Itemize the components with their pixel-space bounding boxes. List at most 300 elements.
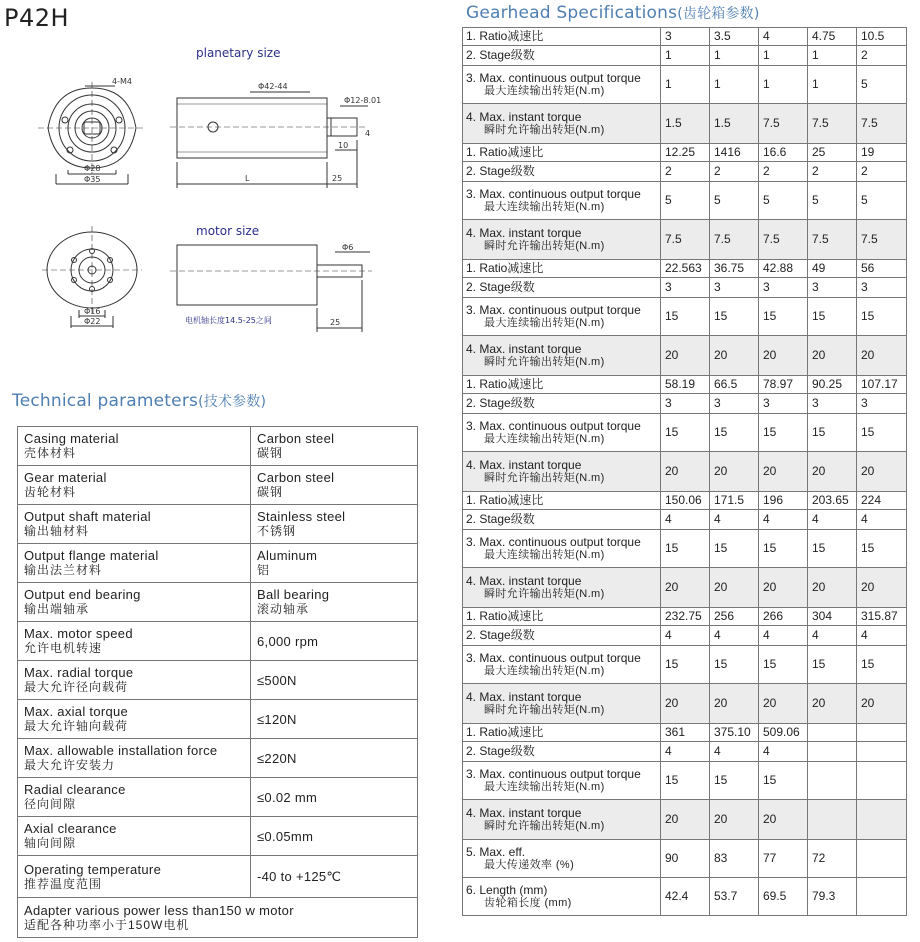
gear-row-continuous-torque: [463, 530, 907, 568]
gear-cell: 2: [857, 46, 907, 66]
gear-cell: 20: [661, 568, 710, 608]
gear-label-zh: 最大连续输出转矩(N.m): [484, 664, 605, 677]
gear-row-continuous-torque: [463, 762, 907, 800]
gear-cell: 107.17: [857, 376, 907, 394]
gear-cell: 49: [808, 260, 857, 278]
gear-row-label: [463, 608, 661, 626]
gear-row-length: [463, 878, 907, 916]
gear-cell: 4: [710, 742, 759, 762]
tech-param-value: [251, 661, 418, 700]
tech-param-value: [251, 427, 418, 466]
gear-cell: 2: [710, 162, 759, 182]
gear-row-instant-torque: [463, 684, 907, 724]
gear-row-ratio: [463, 608, 907, 626]
gear-cell: 2: [808, 162, 857, 182]
gear-cell: 2: [661, 162, 710, 182]
gear-label-zh: 减速比: [507, 725, 544, 739]
gear-row-stage: [463, 626, 907, 646]
tech-footer-en: Adapter various power less than150 w motor: [24, 902, 294, 918]
tech-param-en: Output end bearing: [24, 587, 141, 602]
gear-row-label: [463, 646, 661, 684]
tech-param-en: Max. allowable installation force: [24, 743, 218, 758]
gear-row-stage: [463, 394, 907, 414]
gear-label-zh: 级数: [510, 280, 535, 294]
gear-row-label: [463, 492, 661, 510]
tech-row: [18, 505, 418, 544]
gear-cell: 90: [661, 840, 710, 878]
dim-key4: 4: [365, 129, 371, 138]
gear-cell: 171.5: [710, 492, 759, 510]
gear-cell: 20: [661, 336, 710, 376]
tech-param-value: [251, 544, 418, 583]
gear-cell: 5: [857, 182, 907, 220]
gear-cell: 20: [710, 684, 759, 724]
tech-value-zh: 滚动轴承: [257, 602, 310, 616]
gear-label-zh: 最大连续输出转矩(N.m): [484, 316, 605, 329]
gear-label-en: 2. Stage: [466, 628, 511, 642]
gear-row-ratio: [463, 260, 907, 278]
tech-param-zh: 轴向间隙: [24, 836, 77, 850]
gear-cell: 1.5: [710, 104, 759, 144]
gear-cell: 15: [759, 646, 808, 684]
tech-value-en: ≤220N: [257, 750, 297, 766]
gear-label-en: 2. Stage: [466, 48, 511, 62]
tech-row: [18, 700, 418, 739]
gear-label-en: 2. Stage: [466, 512, 511, 526]
gear-row-label: [463, 144, 661, 162]
gear-cell: 20: [710, 568, 759, 608]
gear-cell: 1.5: [661, 104, 710, 144]
tech-param-zh: 最大允许轴向载荷: [24, 719, 129, 733]
tech-param-name: [18, 427, 251, 466]
gear-cell: 2: [759, 162, 808, 182]
gear-label-zh: 级数: [510, 164, 535, 178]
gear-cell: 15: [857, 530, 907, 568]
gear-cell: 266: [759, 608, 808, 626]
gear-cell: 4: [661, 626, 710, 646]
dim-body-dia: Φ42-44: [258, 82, 288, 91]
tech-param-name: [18, 739, 251, 778]
tech-param-value: [251, 700, 418, 739]
gear-label-en: 2. Stage: [466, 744, 511, 758]
gear-label-zh: 瞬时允许输出转矩(N.m): [484, 471, 605, 484]
gear-cell: 15: [661, 298, 710, 336]
gear-row-label: [463, 376, 661, 394]
gear-cell: 15: [759, 414, 808, 452]
tech-footer-row: [18, 898, 418, 938]
gear-cell: 20: [710, 336, 759, 376]
gear-cell: 7.5: [710, 220, 759, 260]
tech-row: [18, 661, 418, 700]
gear-label-en: 5. Max. eff.: [466, 844, 526, 859]
gear-cell: 56: [857, 260, 907, 278]
gear-cell: 3: [759, 278, 808, 298]
gear-row-label: [463, 104, 661, 144]
tech-param-name: [18, 505, 251, 544]
gear-cell: 79.3: [808, 878, 857, 916]
tech-footer: [18, 898, 418, 938]
gear-label-en: 2. Stage: [466, 280, 511, 294]
gear-label-zh: 减速比: [507, 145, 544, 159]
gear-cell: 3: [661, 28, 710, 46]
gear-cell: 1: [759, 46, 808, 66]
gear-label-en: 3. Max. continuous output torque: [466, 650, 641, 665]
gear-cell: 20: [808, 684, 857, 724]
gear-cell: [857, 840, 907, 878]
gear-cell: 5: [759, 182, 808, 220]
gear-cell: 20: [808, 452, 857, 492]
gear-row-label: [463, 878, 661, 916]
gear-row-ratio: [463, 724, 907, 742]
tech-param-zh: 壳体材料: [24, 446, 77, 460]
gear-cell: 1416: [710, 144, 759, 162]
gear-label-en: 4. Max. instant torque: [466, 689, 582, 704]
gear-cell: 19: [857, 144, 907, 162]
gear-cell: 203.65: [808, 492, 857, 510]
gear-cell: 361: [661, 724, 710, 742]
gear-row-label: [463, 840, 661, 878]
gear-cell: [808, 742, 857, 762]
gear-label-en: 4. Max. instant torque: [466, 109, 582, 124]
gear-label-zh: 减速比: [507, 261, 544, 275]
gear-cell: [857, 878, 907, 916]
gear-cell: 7.5: [759, 220, 808, 260]
gear-row-continuous-torque: [463, 298, 907, 336]
dim-motor25: 25: [330, 318, 341, 327]
gear-row-label: [463, 298, 661, 336]
gear-label-zh: 级数: [510, 48, 535, 62]
gear-row-label: [463, 278, 661, 298]
gear-label-zh: 最大连续输出转矩(N.m): [484, 548, 605, 561]
gear-label-zh: 最大连续输出转矩(N.m): [484, 780, 605, 793]
gearhead-spec-title: [466, 3, 760, 23]
gear-cell: 83: [710, 840, 759, 878]
tech-param-en: Output flange material: [24, 548, 159, 563]
gear-row-label: [463, 394, 661, 414]
dim-d35: Φ35: [84, 175, 101, 184]
gear-cell: 15: [857, 646, 907, 684]
gear-cell: 4: [808, 510, 857, 530]
gear-cell: 77: [759, 840, 808, 878]
tech-param-name: [18, 700, 251, 739]
gear-row-label: [463, 568, 661, 608]
gear-title-cn: (齿轮箱参数): [677, 6, 760, 22]
tech-param-value: [251, 583, 418, 622]
dimension-drawing-svg: [30, 70, 440, 345]
gear-cell: 15: [710, 530, 759, 568]
gear-cell: 3: [710, 394, 759, 414]
gear-cell: [857, 724, 907, 742]
gear-cell: 1: [661, 46, 710, 66]
gear-label-en: 1. Ratio: [466, 725, 508, 739]
gear-cell: 15: [808, 414, 857, 452]
tech-value-en: ≤0.05mm: [257, 828, 314, 844]
tech-row: [18, 622, 418, 661]
gear-label-zh: 瞬时允许输出转矩(N.m): [484, 587, 605, 600]
tech-param-en: Output shaft material: [24, 509, 151, 524]
dim-shaft: Φ12-8.01: [344, 96, 382, 105]
gear-cell: 4: [710, 626, 759, 646]
gear-cell: 1: [808, 66, 857, 104]
planetary-size-label: planetary size: [196, 46, 281, 60]
tech-param-en: Max. radial torque: [24, 665, 134, 680]
gear-label-en: 4. Max. instant torque: [466, 573, 582, 588]
tech-value-en: Carbon steel: [257, 431, 335, 446]
gear-cell: 20: [857, 452, 907, 492]
gear-label-en: 1. Ratio: [466, 609, 508, 623]
tech-row: [18, 739, 418, 778]
gear-cell: 15: [710, 646, 759, 684]
gear-cell: 224: [857, 492, 907, 510]
gear-cell: 16.6: [759, 144, 808, 162]
gear-row-label: [463, 510, 661, 530]
tech-param-zh: 齿轮材料: [24, 485, 77, 499]
gear-row-stage: [463, 742, 907, 762]
gear-cell: 4: [857, 626, 907, 646]
gear-cell: 7.5: [857, 104, 907, 144]
gear-row-label: [463, 260, 661, 278]
gear-row-instant-torque: [463, 800, 907, 840]
gear-row-instant-torque: [463, 568, 907, 608]
tech-param-en: Max. motor speed: [24, 626, 133, 641]
gear-cell: 15: [857, 298, 907, 336]
tech-param-name: [18, 544, 251, 583]
tech-param-zh: 输出端轴承: [24, 602, 90, 616]
tech-param-name: [18, 856, 251, 898]
dim-d16: Φ16: [84, 307, 101, 316]
gear-cell: 25: [808, 144, 857, 162]
gear-row-continuous-torque: [463, 414, 907, 452]
gear-cell: 15: [808, 298, 857, 336]
gear-cell: 3: [808, 278, 857, 298]
tech-param-zh: 最大允许安装力: [24, 758, 116, 772]
gear-row-label: [463, 762, 661, 800]
gear-row-instant-torque: [463, 104, 907, 144]
tech-row: [18, 466, 418, 505]
gear-cell: [808, 724, 857, 742]
tech-param-value: [251, 466, 418, 505]
gear-cell: 20: [661, 684, 710, 724]
gear-row-label: [463, 46, 661, 66]
gear-label-zh: 级数: [510, 628, 535, 642]
tech-param-name: [18, 817, 251, 856]
tech-value-en: -40 to +125℃: [257, 869, 342, 884]
tech-value-en: Aluminum: [257, 548, 318, 563]
gear-cell: 7.5: [759, 104, 808, 144]
gear-cell: 2: [857, 162, 907, 182]
tech-param-value: [251, 856, 418, 898]
gear-label-en: 4. Max. instant torque: [466, 225, 582, 240]
gear-cell: 58.19: [661, 376, 710, 394]
gear-cell: 232.75: [661, 608, 710, 626]
gear-cell: 4: [759, 742, 808, 762]
gear-row-label: [463, 724, 661, 742]
tech-value-en: Carbon steel: [257, 470, 335, 485]
gear-cell: 12.25: [661, 144, 710, 162]
gear-row-stage: [463, 510, 907, 530]
gear-cell: 3: [710, 278, 759, 298]
gear-cell: 53.7: [710, 878, 759, 916]
gear-row-stage: [463, 46, 907, 66]
tech-row: [18, 427, 418, 466]
tech-value-en: Stainless steel: [257, 509, 346, 524]
gear-row-instant-torque: [463, 452, 907, 492]
gear-label-en: 3. Max. continuous output torque: [466, 766, 641, 781]
gear-cell: 375.10: [710, 724, 759, 742]
tech-param-value: [251, 817, 418, 856]
gear-label-zh: 瞬时允许输出转矩(N.m): [484, 123, 605, 136]
tech-param-zh: 径向间隙: [24, 797, 77, 811]
gear-cell: 15: [808, 646, 857, 684]
gear-label-zh: 瞬时允许输出转矩(N.m): [484, 355, 605, 368]
tech-param-zh: 推荐温度范围: [24, 876, 103, 891]
gear-cell: 15: [759, 530, 808, 568]
tech-param-name: [18, 622, 251, 661]
gear-cell: [808, 800, 857, 840]
gear-cell: 3: [661, 278, 710, 298]
gear-cell: 4.75: [808, 28, 857, 46]
dim-d22: Φ22: [84, 317, 101, 326]
gear-label-en: 3. Max. continuous output torque: [466, 418, 641, 433]
gear-cell: [857, 742, 907, 762]
gear-cell: 7.5: [857, 220, 907, 260]
tech-value-zh: 碳钢: [257, 446, 284, 460]
gear-label-en: 4. Max. instant torque: [466, 805, 582, 820]
gear-label-zh: 最大传递效率 (%): [484, 858, 575, 871]
gear-row-label: [463, 220, 661, 260]
gear-cell: 15: [661, 530, 710, 568]
gear-cell: 15: [710, 298, 759, 336]
gear-cell: 5: [808, 182, 857, 220]
gear-cell: 15: [661, 646, 710, 684]
tech-params-title: [12, 391, 266, 411]
gear-cell: 7.5: [808, 104, 857, 144]
gear-row-ratio: [463, 376, 907, 394]
dim-d28: Φ28: [84, 164, 101, 173]
gear-cell: 20: [808, 568, 857, 608]
gear-row-continuous-torque: [463, 182, 907, 220]
tech-value-en: ≤120N: [257, 711, 297, 727]
gear-cell: 5: [857, 66, 907, 104]
gear-label-zh: 最大连续输出转矩(N.m): [484, 84, 605, 97]
gear-cell: 3: [661, 394, 710, 414]
tech-row: [18, 583, 418, 622]
gear-row-efficiency: [463, 840, 907, 878]
gear-cell: 42.88: [759, 260, 808, 278]
gear-row-label: [463, 452, 661, 492]
tech-param-name: [18, 466, 251, 505]
gear-label-en: 2. Stage: [466, 164, 511, 178]
gear-label-zh: 减速比: [507, 493, 544, 507]
gear-label-en: 3. Max. continuous output torque: [466, 534, 641, 549]
gear-cell: 20: [759, 684, 808, 724]
tech-param-en: Axial clearance: [24, 821, 117, 836]
tech-param-en: Casing material: [24, 431, 119, 446]
gear-cell: 4: [857, 510, 907, 530]
gear-row-label: [463, 800, 661, 840]
gear-row-label: [463, 530, 661, 568]
technical-parameters-table: [17, 426, 418, 938]
gear-row-continuous-torque: [463, 646, 907, 684]
gear-cell: 1: [710, 46, 759, 66]
gear-cell: 4: [808, 626, 857, 646]
gear-cell: 20: [857, 568, 907, 608]
gear-row-stage: [463, 278, 907, 298]
gear-cell: 3: [759, 394, 808, 414]
motor-size-label: motor size: [196, 224, 260, 238]
gear-cell: 20: [759, 336, 808, 376]
gear-label-zh: 减速比: [507, 609, 544, 623]
gear-label-zh: 瞬时允许输出转矩(N.m): [484, 703, 605, 716]
tech-row: [18, 544, 418, 583]
gear-cell: 15: [710, 414, 759, 452]
gear-cell: 20: [710, 800, 759, 840]
gear-cell: 1: [759, 66, 808, 104]
technical-drawing: [30, 70, 440, 345]
tech-param-en: Gear material: [24, 470, 107, 485]
gear-row-continuous-torque: [463, 66, 907, 104]
tech-param-name: [18, 661, 251, 700]
gear-cell: 66.5: [710, 376, 759, 394]
gear-cell: 15: [759, 298, 808, 336]
gear-cell: 36.75: [710, 260, 759, 278]
tech-title-en: Technical parameters: [12, 391, 199, 411]
tech-param-zh: 允许电机转速: [24, 641, 103, 655]
tech-param-zh: 输出轴材料: [24, 524, 90, 538]
gear-cell: 509.06: [759, 724, 808, 742]
gear-cell: 1: [710, 66, 759, 104]
gear-label-zh: 减速比: [507, 29, 544, 43]
gear-label-zh: 级数: [510, 396, 535, 410]
gear-label-en: 3. Max. continuous output torque: [466, 302, 641, 317]
gear-row-label: [463, 162, 661, 182]
gear-cell: 20: [857, 684, 907, 724]
gear-cell: 15: [661, 414, 710, 452]
dim-holes: 4-M4: [112, 77, 132, 86]
gear-cell: 20: [808, 336, 857, 376]
tech-param-name: [18, 778, 251, 817]
gear-row-label: [463, 742, 661, 762]
gear-label-zh: 级数: [510, 512, 535, 526]
gear-title-en: Gearhead Specifications: [466, 3, 678, 23]
gear-row-instant-torque: [463, 336, 907, 376]
gear-row-label: [463, 182, 661, 220]
model-title: P42H: [4, 4, 70, 32]
gear-cell: [857, 800, 907, 840]
gear-cell: [808, 762, 857, 800]
gear-cell: 7.5: [661, 220, 710, 260]
gear-label-zh: 瞬时允许输出转矩(N.m): [484, 239, 605, 252]
gear-cell: 3: [808, 394, 857, 414]
gear-cell: 304: [808, 608, 857, 626]
gear-cell: 5: [710, 182, 759, 220]
gear-cell: [857, 762, 907, 800]
gear-label-zh: 齿轮箱长度 (mm): [484, 896, 572, 909]
tech-param-value: [251, 739, 418, 778]
gear-label-en: 1. Ratio: [466, 261, 508, 275]
gear-cell: 1: [808, 46, 857, 66]
gear-cell: 20: [710, 452, 759, 492]
gear-label-en: 3. Max. continuous output torque: [466, 70, 641, 85]
gear-label-zh: 最大连续输出转矩(N.m): [484, 432, 605, 445]
tech-param-name: [18, 583, 251, 622]
gear-cell: 4: [661, 510, 710, 530]
gear-cell: 20: [759, 452, 808, 492]
gear-cell: 256: [710, 608, 759, 626]
tech-value-zh: 碳钢: [257, 485, 284, 499]
tech-param-value: [251, 505, 418, 544]
gear-cell: 15: [857, 414, 907, 452]
